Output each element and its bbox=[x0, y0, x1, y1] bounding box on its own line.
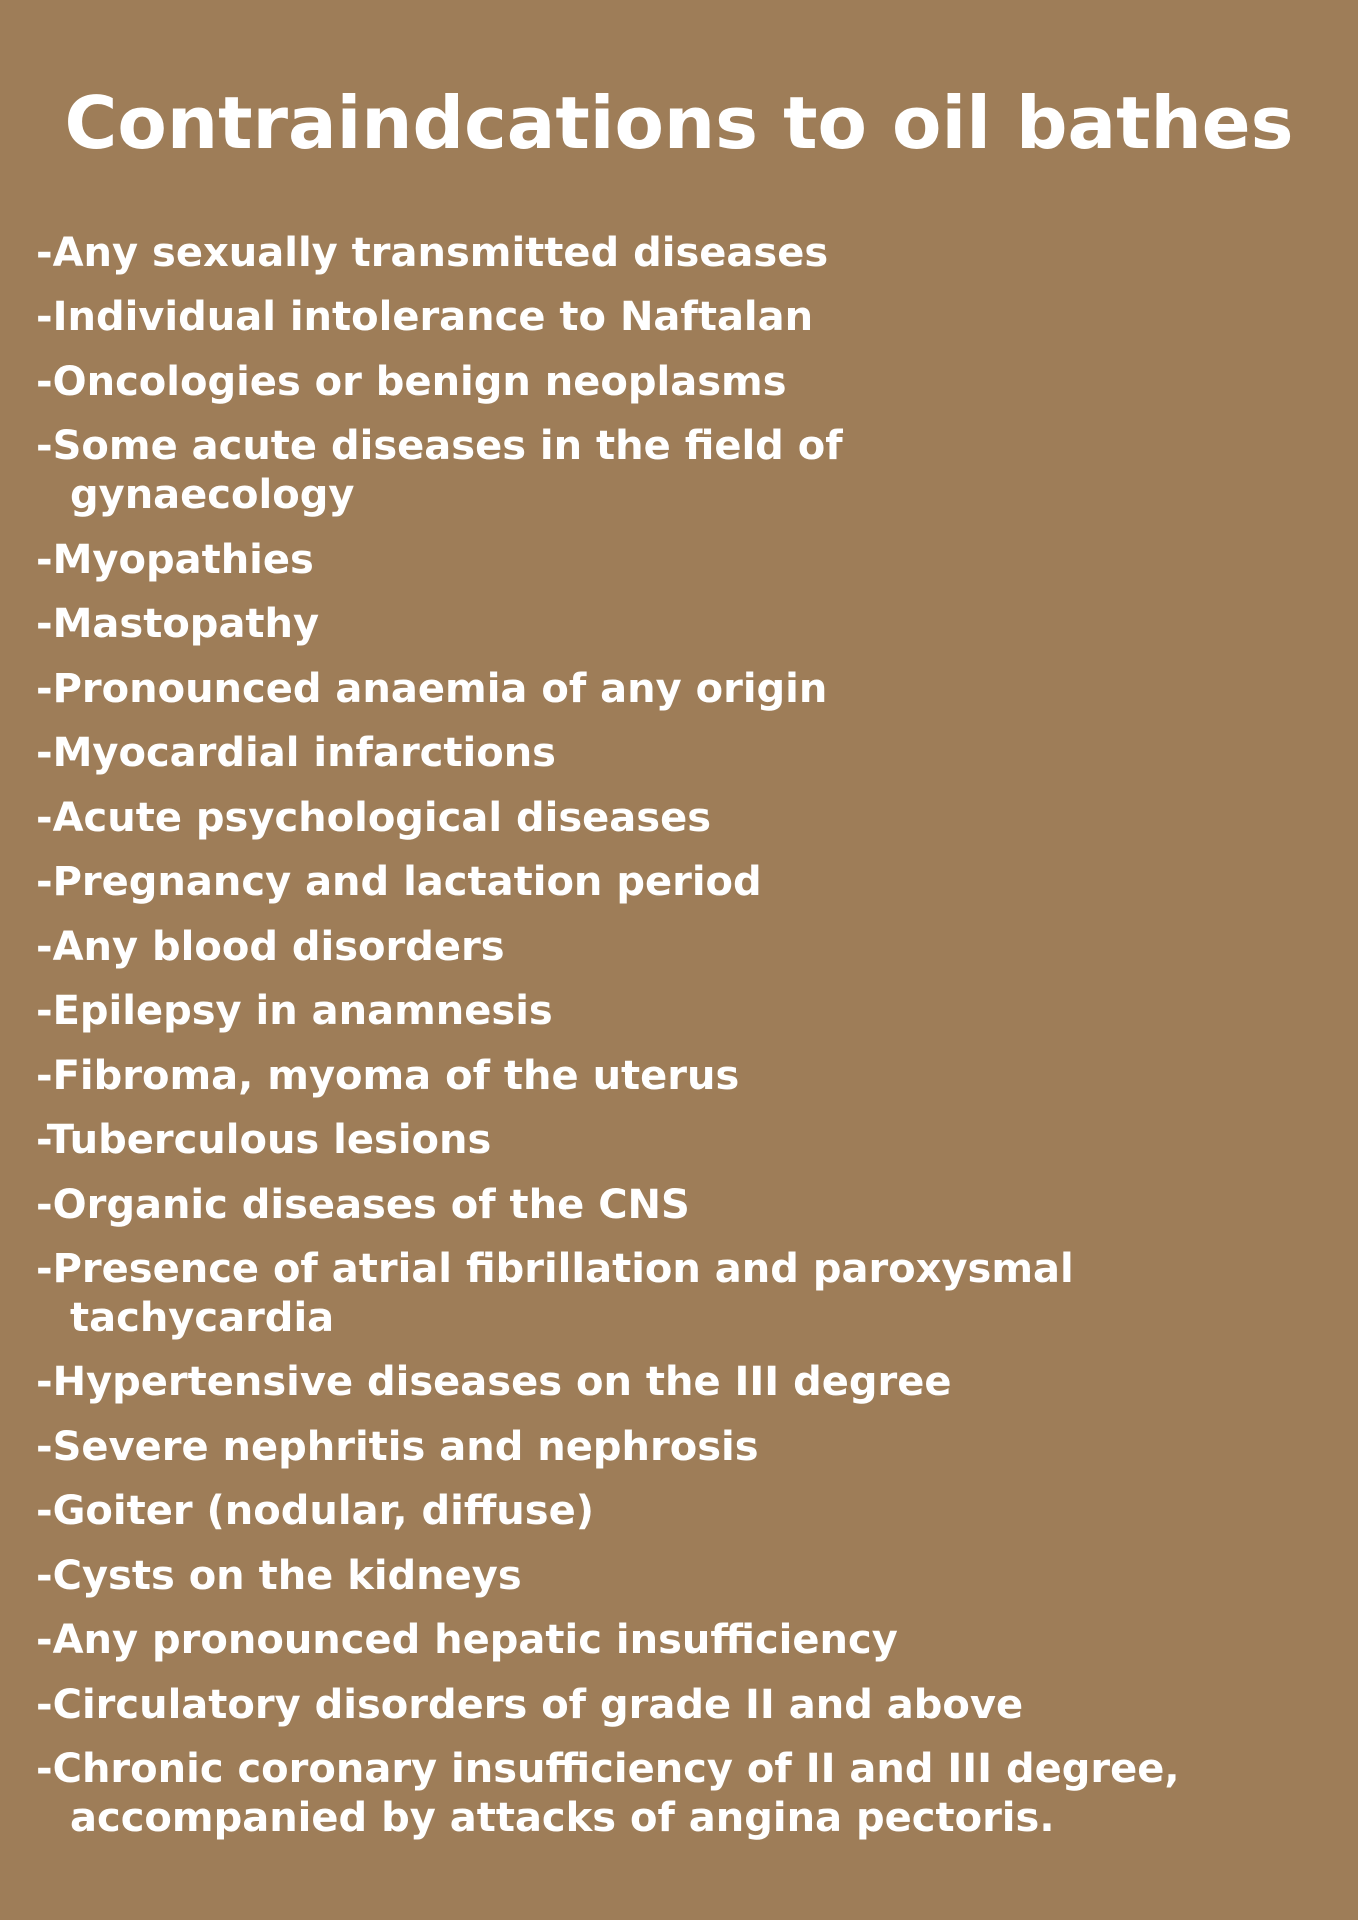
list-item bbox=[36, 984, 1336, 1039]
list-item-text: -Oncologies or benign neoplasms bbox=[36, 358, 787, 405]
list-item bbox=[36, 1678, 1336, 1733]
list-item-text: -Any sexually transmitted diseases bbox=[36, 230, 829, 276]
list-item-text: -Severe nephritis and nephrosis bbox=[36, 1423, 759, 1470]
list-item bbox=[36, 1484, 1336, 1539]
list-item bbox=[36, 1355, 1336, 1410]
list-item-text: -Individual intolerance to Naftalan bbox=[36, 294, 814, 341]
list-item-text: -Myocardial infarctions bbox=[36, 730, 556, 777]
list-item bbox=[36, 1420, 1336, 1475]
list-item bbox=[36, 920, 1336, 975]
list-item bbox=[36, 726, 1336, 781]
list-item-text: -Goiter (nodular, diffuse) bbox=[36, 1488, 594, 1535]
list-item-text: -Any pronounced hepatic insufficiency bbox=[36, 1617, 898, 1664]
list-item-text: -Circulatory disorders of grade II and above bbox=[36, 1681, 1024, 1728]
list-item-continuation: accompanied by attacks of angina pectoris. bbox=[70, 1795, 1055, 1842]
list-item-text: -Presence of atrial fibrillation and paroxysmal bbox=[36, 1246, 1074, 1293]
list-item-text: -Pregnancy and lactation period bbox=[36, 859, 762, 906]
list-item bbox=[36, 226, 1336, 281]
list-item bbox=[36, 1613, 1336, 1668]
list-item bbox=[36, 419, 1336, 523]
list-item-text: -Some acute diseases in the field of bbox=[36, 423, 843, 470]
list-item bbox=[36, 597, 1336, 652]
contraindications-list bbox=[36, 226, 1336, 1856]
list-item bbox=[36, 355, 1336, 410]
list-item-text: -Acute psychological diseases bbox=[36, 794, 711, 841]
list-item-text: -Chronic coronary insufficiency of II and III degree, bbox=[36, 1746, 1180, 1793]
page-title: Contraindcations to oil bathes bbox=[64, 81, 1294, 165]
list-item-text: -Pronounced anaemia of any origin bbox=[36, 665, 828, 712]
list-item bbox=[36, 1178, 1336, 1233]
list-item bbox=[36, 662, 1336, 717]
list-item-continuation: gynaecology bbox=[70, 472, 355, 519]
list-item bbox=[36, 1113, 1336, 1168]
list-item-text: -Fibroma, myoma of the uterus bbox=[36, 1052, 740, 1099]
list-item bbox=[36, 1549, 1336, 1604]
list-item-text: -Epilepsy in anamnesis bbox=[36, 988, 553, 1035]
list-item-text: -Cysts on the kidneys bbox=[36, 1552, 522, 1599]
list-item-text: -Any blood disorders bbox=[36, 923, 505, 970]
list-item-text: -Mastopathy bbox=[36, 601, 320, 648]
list-item bbox=[36, 1242, 1336, 1346]
list-item bbox=[36, 533, 1336, 588]
list-item-text: -Organic diseases of the CNS bbox=[36, 1181, 690, 1228]
list-item-continuation: tachycardia bbox=[70, 1294, 335, 1341]
list-item-text: -Tuberculous lesions bbox=[36, 1117, 492, 1164]
list-item-text: -Myopathies bbox=[36, 536, 314, 583]
list-item bbox=[36, 791, 1336, 846]
list-item-text: -Hypertensive diseases on the III degree bbox=[36, 1359, 952, 1406]
list-item bbox=[36, 1742, 1336, 1846]
list-item bbox=[36, 290, 1336, 345]
list-item bbox=[36, 1049, 1336, 1104]
list-item bbox=[36, 855, 1336, 910]
